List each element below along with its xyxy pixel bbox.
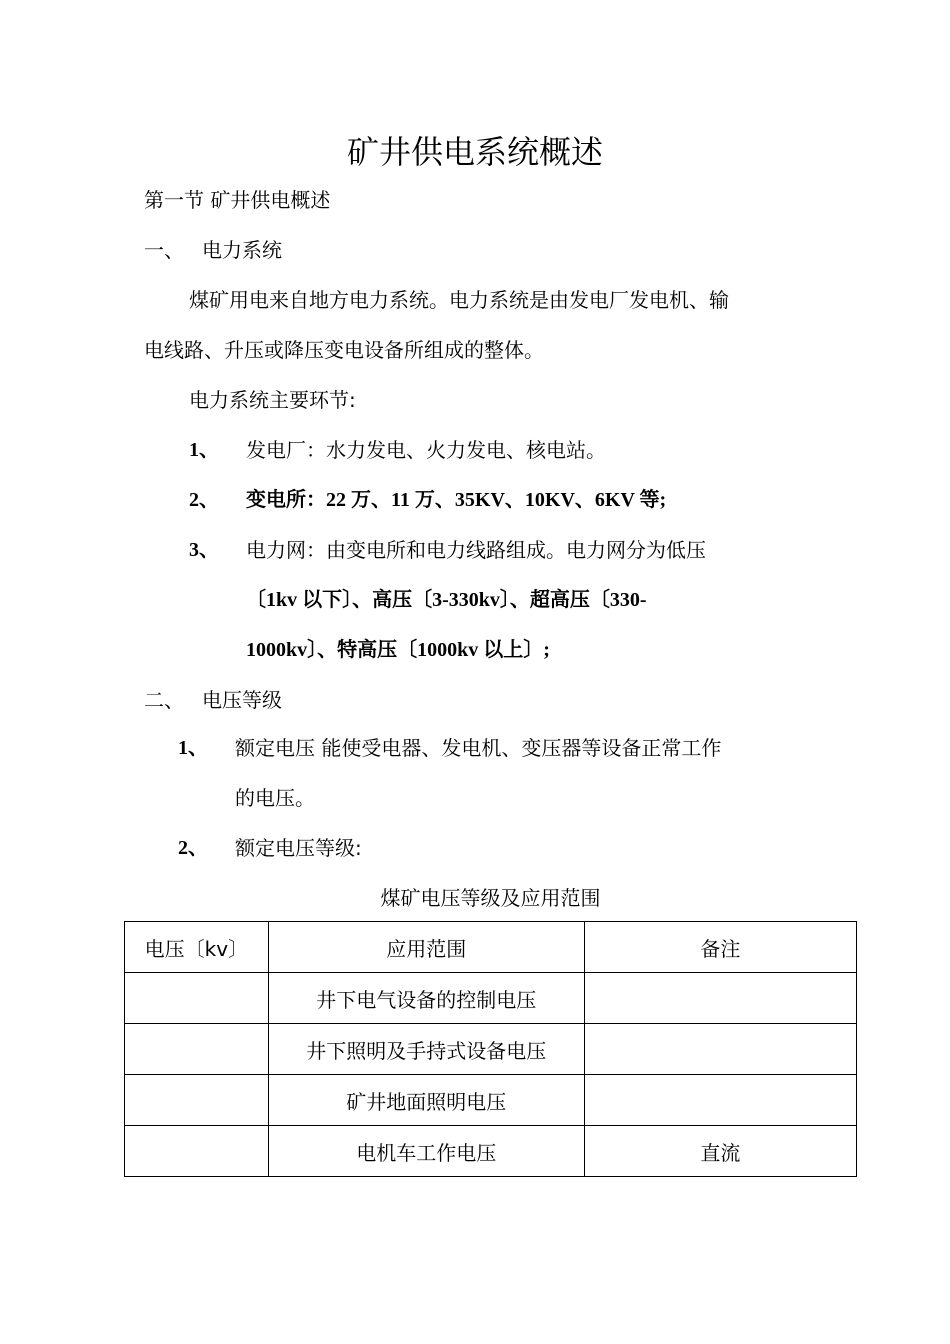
- paragraph-1-line-2: 电线路、升压或降压变电设备所组成的整体。: [144, 338, 544, 362]
- list-1-item-3-text: 电力网：由变电所和电力线路组成。电力网分为低压: [246, 538, 706, 562]
- table-row: [125, 1075, 857, 1126]
- table-caption: 煤矿电压等级及应用范围: [380, 886, 601, 910]
- voltage-table: [124, 921, 857, 1177]
- cell-voltage: [125, 1024, 269, 1075]
- list-2-item-1-continuation: 的电压。: [235, 786, 315, 810]
- table-row: [125, 973, 857, 1024]
- header-application: 应用范围: [268, 922, 584, 973]
- list-1-item-2-text: 变电所：22 万、11 万、35KV、10KV、6KV 等;: [246, 489, 667, 511]
- list-2-item-2-text: 额定电压等级:: [235, 836, 362, 860]
- header-remark: 备注: [584, 922, 856, 973]
- cell-application: 井下电气设备的控制电压: [268, 973, 584, 1024]
- table-row: [125, 1024, 857, 1075]
- paragraph-1-line-1: 煤矿用电来自地方电力系统。电力系统是由发电厂发电机、输: [189, 288, 729, 312]
- heading-2-text: 电压等级: [202, 688, 282, 712]
- list-1-item-2-number: 2、: [189, 489, 219, 511]
- cell-voltage: [125, 973, 269, 1024]
- list-2-item-2-number: 2、: [178, 837, 208, 859]
- list-2-item-1-number: 1、: [178, 737, 208, 759]
- paragraph-2: 电力系统主要环节:: [189, 388, 356, 412]
- cell-application: 井下照明及手持式设备电压: [268, 1024, 584, 1075]
- cell-application: 电机车工作电压: [268, 1126, 584, 1177]
- cell-remark: 直流: [584, 1126, 856, 1177]
- list-1-item-1-number: 1、: [189, 439, 219, 461]
- list-2-item-1-text: 额定电压 能使受电器、发电机、变压器等设备正常工作: [235, 736, 722, 760]
- cell-voltage: [125, 1075, 269, 1126]
- list-1-item-3-continuation-1: 〔1kv 以下〕、高压〔3-330kv〕、超高压〔330-: [246, 589, 647, 611]
- cell-remark: [584, 1075, 856, 1126]
- cell-application: 矿井地面照明电压: [268, 1075, 584, 1126]
- heading-1-number: 一、: [144, 238, 184, 262]
- list-1-item-3-continuation-2: 1000kv〕、特高压〔1000kv 以上〕;: [246, 639, 550, 661]
- header-voltage: 电压〔kv〕: [125, 922, 269, 973]
- table-row: [125, 1126, 857, 1177]
- heading-2-number: 二、: [144, 688, 184, 712]
- cell-voltage: [125, 1126, 269, 1177]
- cell-remark: [584, 1024, 856, 1075]
- heading-1-text: 电力系统: [202, 238, 282, 262]
- cell-remark: [584, 973, 856, 1024]
- table-header-row: [125, 922, 857, 973]
- page-title: 矿井供电系统概述: [346, 133, 603, 171]
- section-heading: 第一节 矿井供电概述: [144, 188, 331, 212]
- list-1-item-1-text: 发电厂：水力发电、火力发电、核电站。: [246, 438, 606, 462]
- list-1-item-3-number: 3、: [189, 539, 219, 561]
